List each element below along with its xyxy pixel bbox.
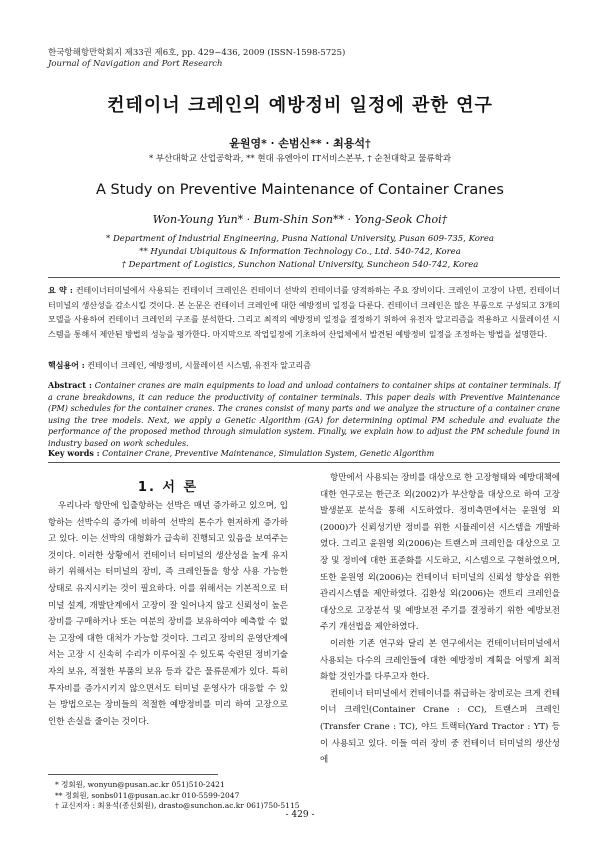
affiliations-english — [0, 233, 600, 272]
paper-title-english: A Study on Preventive Maintenance of Container Cranes — [96, 182, 504, 198]
keywords-korean-label: 핵심용어 : — [48, 360, 85, 370]
abstract-english — [48, 380, 560, 449]
section-heading: 1. 서 론 — [137, 480, 199, 495]
affiliation-korean: * 부산대학교 산업공학과, ** 현대 유엔아이 IT서비스본부, † 순천대학교 물류학과 — [148, 154, 452, 164]
authors-english: Won-Young Yun* · Bum-Shin Son** · Yong-Seok Choi† — [152, 213, 448, 226]
keywords-korean-text: 컨테이너 크레인, 예방정비, 시뮬레이션 시스템, 유전자 알고리즘 — [87, 361, 312, 370]
paragraph: 이러한 기존 연구와 달리 본 연구에서는 컨테이너터미널에서 사용되는 다수의 크레인들에 대한 예방정비 계획을 어떻게 최적화할 것인가를 다루고자 한다. — [320, 638, 560, 683]
abstract-english-text: Container cranes are main equipments to load and unload containers to container ships at container terminals. If a crane breakdowns, it can reduce the productivity of container terminals. This paper deals with Preventive Maintenance (PM) schedules for the container cranes. The cranes consist of many parts and we analyze the structure of a container crane using the tree models. Next, we apply a Genetic Algorithm (GA) for determining optimal PM schedule and evaluate the performance of the proposed method through simulation system. Finally, we explain how to adjust the PM schedule found in industry based on work schedules. — [48, 381, 561, 448]
paper-title-korean: 컨테이너 크레인의 예방정비 일정에 관한 연구 — [107, 95, 493, 116]
paragraph: 컨테이너 터미널에서 컨테이너를 취급하는 장비로는 크게 컨테이너 크레인(Container Crane : CC), 트랜스퍼 크레인(Transfer Crane : TC), 야드 트랙터(Yard Tractor : YT) 등이 사용되고 있다. 이들 여러 장비 중 컨테이너 터미널의 생산성에 — [320, 688, 560, 766]
footnote: * 정회원, wonyun@pusan.ac.kr 051)510-2421 — [55, 780, 225, 789]
keywords-english-label: Key words : — [48, 448, 100, 458]
keywords-english-text: Container Crane, Preventive Maintenance, Simulation System, Genetic Algorithm — [102, 449, 435, 458]
footnotes — [55, 780, 300, 812]
affiliation-english-3: † Department of Logistics, Sunchon National University, Suncheon 540-742, Korea — [121, 260, 479, 270]
authors-korean: 윤원영* · 손범신** · 최용석† — [229, 137, 371, 150]
divider — [48, 462, 560, 463]
page-number: - 429 - — [285, 810, 315, 820]
affiliation-english-2: ** Hyundai Ubiquitous & Information Technology Co., Ltd. 540-742, Korea — [139, 247, 461, 257]
abstract-korean-text: 컨테이너터미널에서 사용되는 컨테이너 크레인은 컨테이너 선박의 컨테이너를 양적하하는 주요 장비이다. 크레인이 고장이 나면, 컨테이너터미널의 생산성을 감소시킬 것이다. 본 논문은 컨테이너 크레인에 대한 예방정비 일정을 다룬다. 컨테이너 크레인은 많은 부품으로 구성되고 3개의 모델을 사용하여 컨테이너 크레인의 구조를 분석한다. 그리고 최적의 예방정비 일정을 결정하기 위하여 유전자 알고리즘을 적용하고 시뮬레이션 시스템을 통해서 제안된 방법의 성능을 평가한다. 마지막으로 작업일정에 기초하여 산업체에서 발견된 예방정비 일정을 조정하는 방법을 설명한다. — [48, 286, 561, 339]
journal-name: Journal of Navigation and Port Research — [48, 59, 223, 69]
divider — [48, 277, 560, 278]
affiliation-english-1: * Department of Industrial Engineering, Pusna National University, Pusan 609-735, Korea — [106, 234, 494, 244]
body-column-right — [320, 470, 560, 769]
paragraph: 항만에서 사용되는 장비를 대상으로 한 고장형태와 예방대책에 대한 연구로는 한근조 외(2002)가 부산항을 대상으로 하여 고장발생분포 분석을 통해 시도하였다. 정비측면에서는 윤원영 외(2000)가 신뢰성기반 정비를 위한 시뮬레이션 시스템을 개발하였다. 그리고 윤원영 외(2006)는 트랜스퍼 크레인을 대상으로 고장 및 정비에 대한 표준화를 시도하고, 시스템으로 구현하였으며, 또한 윤원영 외(2006)는 컨테이너 터미널의 신뢰성 향상을 위한 관리시스템을 제안하였다. 김환성 외(2006)는 갠트리 크레인을 대상으로 고장분석 및 예방보전 주기를 결정하기 위한 예방보전주기 개선법을 제안하였다. — [320, 473, 560, 633]
footnote: ** 정회원, sonbs011@pusan.ac.kr 010-5599-2047 — [55, 790, 240, 800]
abstract-korean — [48, 283, 560, 342]
keywords-korean — [48, 358, 560, 374]
abstract-korean-label: 요 약 : — [48, 285, 73, 295]
journal-header — [48, 48, 345, 70]
abstract-english-label: Abstract : — [48, 380, 92, 390]
keywords-english — [48, 446, 560, 462]
journal-citation: 한국항해항만학회지 제33권 제6호, pp. 429~436, 2009 (ISSN-1598-5725) — [48, 48, 346, 58]
footnote: † 교신저자 : 최용석(종신회원), drasto@sunchon.ac.kr 061)750-5115 — [55, 801, 300, 810]
body-column-left: 우리나라 항만에 입출항하는 선박은 매년 증가하고 있으며, 입항하는 선박수의 증가에 비하여 선박의 톤수가 현저하게 증가하고 있다. 이는 선박의 대형화가 급속히 진행되고 있음을 보여주는 것이다. 이러한 상황에서 컨테이너 터미널의 생산성을 높게 유지하기 위해서는 터미널의 장비, 즉 크레인들을 항상 사용 가능한 상태로 유지시키는 것이 필요하다. 이를 위해서는 기본적으로 터미널 설계, 개발단계에서 고장이 잘 일어나지 않고 신뢰성이 높은 장비를 구매하거나 또는 여분의 장비를 보유하여야 예측할 수 없는 고장에 대한 대처가 가능할 것이다. 그리고 장비의 운영단계에서는 고장 시 신속히 수리가 이루어질 수 있도록 숙련된 정비기술자의 보유, 적절한 부품의 보유 등과 같은 물류문제가 있다. 특히 투자비를 증가시키지 않으면서도 터미널 운영사가 대응할 수 있는 방법으로는 장비들의 적절한 예방정비를 미리 하여 고장으로 인한 손실을 줄이는 것이다. — [48, 501, 288, 727]
footnote-divider — [48, 774, 218, 775]
